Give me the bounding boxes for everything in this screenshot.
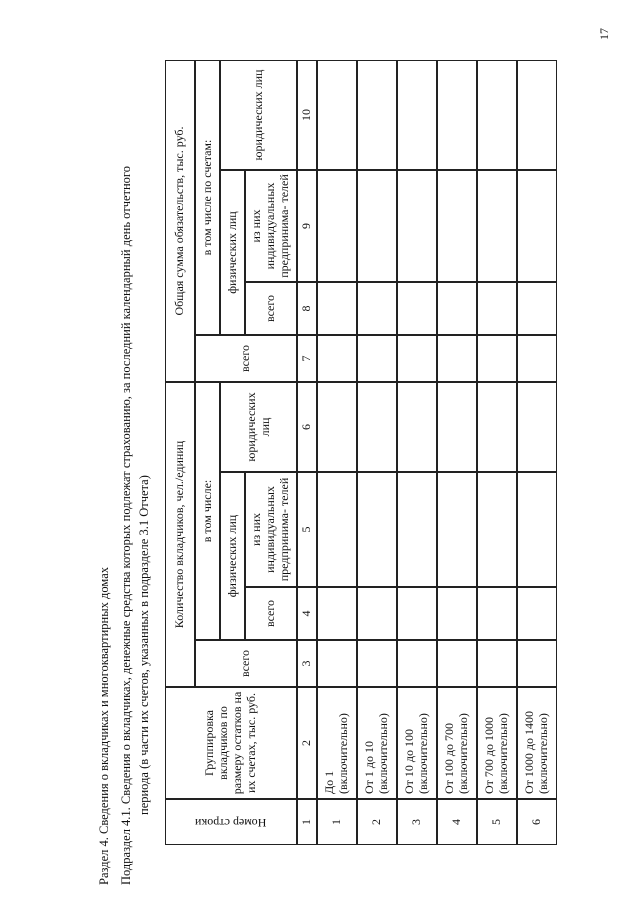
row-label: От 1 до 10 (включительно) (357, 687, 397, 799)
column-number: 9 (297, 170, 317, 282)
page-number: 17 (597, 28, 611, 40)
table-cell (477, 472, 517, 587)
column-number: 3 (297, 640, 317, 687)
table-cell (397, 335, 437, 382)
subsection-title-line1: Подраздел 4.1. Сведения о вкладчиках, денежные средства которых подлежат страхованию, за последний календарный день отчетного (119, 166, 133, 885)
table-cell (397, 472, 437, 587)
table-cell (517, 382, 557, 472)
table-cell (357, 472, 397, 587)
table-cell (437, 472, 477, 587)
header-depositors-total: всего (195, 640, 297, 687)
table-cell (437, 282, 477, 335)
header-liabilities-ind-entrepreneurs: из них индивидуальных предпринима- телей (245, 170, 297, 282)
table-cell (357, 60, 397, 170)
table-cell (357, 170, 397, 282)
table-cell (397, 60, 437, 170)
header-depositors-ind-entrepreneurs: из них индивидуальных предпринима- телей (245, 472, 297, 587)
row-number: 4 (437, 799, 477, 845)
header-total-liabilities: Общая сумма обязательств, тыс. руб. (165, 60, 195, 382)
table-cell (317, 382, 357, 472)
header-depositors-legal: юридических лиц (220, 382, 297, 472)
header-depositors-ind-total: всего (245, 587, 297, 640)
table-cell (477, 170, 517, 282)
table-cell (437, 170, 477, 282)
header-depositors-count: Количество вкладчиков, чел./единиц (165, 382, 195, 687)
column-number: 1 (297, 799, 317, 845)
row-number: 5 (477, 799, 517, 845)
table-cell (397, 640, 437, 687)
table-cell (317, 282, 357, 335)
column-number: 5 (297, 472, 317, 587)
table-cell (397, 282, 437, 335)
table-cell (437, 382, 477, 472)
header-grouping: Группировка вкладчиков по размеру остатков на их счетах, тыс. руб. (165, 687, 297, 799)
row-number: 6 (517, 799, 557, 845)
table-cell (437, 640, 477, 687)
table-cell (317, 60, 357, 170)
section-title: Раздел 4. Сведения о вкладчиках и многоквартирных домах (97, 566, 111, 885)
header-liabilities-total: всего (195, 335, 297, 382)
table-cell (437, 60, 477, 170)
table-cell (317, 335, 357, 382)
row-number: 3 (397, 799, 437, 845)
table-cell (317, 587, 357, 640)
table-cell (357, 382, 397, 472)
table-cell (397, 587, 437, 640)
table-cell (477, 382, 517, 472)
table-cell (517, 640, 557, 687)
row-label: От 700 до 1000 (включительно) (477, 687, 517, 799)
row-label: От 1000 до 1400 (включительно) (517, 687, 557, 799)
column-number: 6 (297, 382, 317, 472)
header-row-number: Номер строки (195, 815, 267, 830)
table-cell (397, 382, 437, 472)
header-depositors-including: в том числе: (195, 382, 220, 640)
table-cell (517, 472, 557, 587)
table-cell (517, 60, 557, 170)
header-liabilities-individuals: физических лиц (220, 170, 245, 335)
header-liabilities-ind-total: всего (245, 282, 297, 335)
table-cell (397, 170, 437, 282)
column-number: 7 (297, 335, 317, 382)
table-cell (477, 282, 517, 335)
row-number: 1 (317, 799, 357, 845)
table-cell (517, 587, 557, 640)
subsection-title-line2: периода (в части их счетов, указанных в подразделе 3.1 Отчета) (137, 475, 151, 815)
table-cell (357, 640, 397, 687)
row-number: 2 (357, 799, 397, 845)
table-cell (317, 170, 357, 282)
header-liabilities-legal: юридических лиц (220, 60, 297, 170)
table-cell (357, 587, 397, 640)
row-label: До 1 (включительно) (317, 687, 357, 799)
header-liabilities-including: в том числе по счетам: (195, 60, 220, 335)
column-number: 2 (297, 687, 317, 799)
table-cell (357, 335, 397, 382)
table-cell (517, 335, 557, 382)
column-number: 10 (297, 60, 317, 170)
table-cell (437, 335, 477, 382)
table-cell (317, 472, 357, 587)
table-cell (357, 282, 397, 335)
table-cell (317, 640, 357, 687)
row-label: От 100 до 700 (включительно) (437, 687, 477, 799)
table-cell (477, 640, 517, 687)
table-cell (477, 587, 517, 640)
table-cell (477, 335, 517, 382)
row-label: От 10 до 100 (включительно) (397, 687, 437, 799)
column-number: 8 (297, 282, 317, 335)
table-cell (477, 60, 517, 170)
header-depositors-individuals: физических лиц (220, 472, 245, 640)
column-number: 4 (297, 587, 317, 640)
table-cell (437, 587, 477, 640)
table-cell (517, 170, 557, 282)
table-cell (517, 282, 557, 335)
